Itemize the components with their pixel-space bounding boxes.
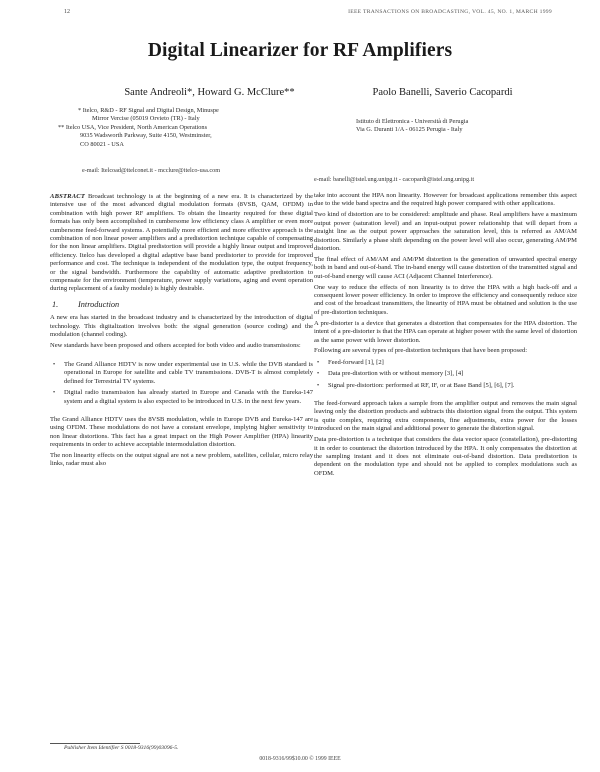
bullet-icon: • (317, 371, 320, 378)
authors-left: Sante Andreoli*, Howard G. McClure** (124, 87, 295, 98)
footnote: Publisher Item Identifier S 0018-9316(99)03096-5. (64, 745, 179, 751)
email-left: e-mail: Itelcoad@itelconet.it - mcclure@itelco-usa.com (82, 167, 221, 174)
predistortion-list (314, 359, 577, 390)
list-item (314, 382, 577, 390)
affiliation-line: ** Itelco USA, Vice President, North American Operations (58, 124, 208, 131)
left-column (50, 193, 313, 471)
bullet-icon: • (317, 382, 320, 389)
running-head: IEEE TRANSACTIONS ON BROADCASTING, VOL. 45, NO. 1, MARCH 1999 (348, 9, 552, 15)
list-item-text: Data pre-distortion with or without memory [3], [4] (328, 370, 464, 378)
bullet-icon: • (53, 390, 56, 397)
list-item-text: The Grand Alliance HDTV is now under experimental use in U.S. while the DVB standard is operational in Europe for satellite and cable TV transmissions. DVB-T is almost completely defined for Terrestrial TV systems. (64, 360, 313, 385)
paragraph: The final effect of AM/AM and AM/PM distortion is the generation of unwanted spectral energy both in band and out-of-band. The in-band energy will cause distortion of the transmitted signal and out-of-band energy will cause ACI (Adjacent Channel Interference). (314, 255, 577, 280)
paragraph: A new era has started in the broadcast industry and is characterized by the introduction of digital technology. This digitalization involves both: the signal generation (source coding) and the modulation (channel coding). (50, 314, 313, 339)
footnote-rule (50, 743, 140, 744)
bullet-icon: • (53, 361, 56, 368)
list-item (50, 361, 313, 386)
right-column (314, 192, 577, 481)
paragraph: New standards have been proposed and others accepted for both video and audio transmissions: (50, 342, 301, 349)
paragraph: Following are several types of pre-distortion techniques that have been proposed: (314, 347, 528, 355)
affiliation-line: Istituto di Elettronica - Università di Perugia (356, 118, 469, 125)
email-right: e-mail: banelli@istel.ung.unipg.it - cacopardi@istel.ung.unipg.it (314, 176, 475, 183)
page-number: 12 (64, 9, 70, 15)
paragraph: One way to reduce the effects of non linearity is to drive the HPA with a high back-off and a consequent lower power efficiency. In order to improve the efficiency and consequently reduce size and cost of the broadcast transmitters, the linearity of HPA must be obtained and solution is the use of pre-distortion techniques. (314, 283, 577, 316)
list-item-text: Feed-forward [1], [2] (328, 358, 384, 366)
paragraph: take into account the HPA non linearity. However for broadcast applications remember this aspect due to the wide band spectra and the required high power compared with other applications. (314, 192, 577, 208)
affiliation-line: CO 80021 - USA (80, 140, 124, 148)
section-heading (50, 301, 313, 309)
abstract (50, 193, 313, 294)
bullet-icon: • (317, 359, 320, 366)
paragraph: Two kind of distortion are to be considered: amplitude and phase. Real amplifiers have a maximum output power (saturation level) and an input-output power relationship that will depart from a straight line as the output power approaches the saturation level, this is referred as AM/AM distortion. Similarly a phase shift depending on the power level will also occur, generating AM/PM distortion. (314, 211, 577, 252)
affiliation-itelco-usa (58, 124, 308, 149)
affiliation-line: 9035 Wadsworth Parkway, Suite 4150, Westminster, (80, 132, 212, 140)
paragraph: The feed-forward approach takes a sample from the amplifier output and removes the main signal leaving only the distortion products and subtracts this distortion signal from the output. This system is quite complex, requiring extra components, fine adjustments, extra power for the losses introduced on the main signal and additional power to generate the distortion signal. (314, 400, 577, 433)
list-item (314, 370, 577, 378)
abstract-label: ABSTRACT (50, 193, 86, 200)
list-item (314, 359, 577, 367)
copyright-line: 0018-9316/99$10.00 © 1999 IEEE (259, 756, 341, 762)
paragraph: A pre-distorter is a device that generates a distortion that compensates for the HPA distortion. The intent of a pre-distorter is that the HPA can operate at higher power with the same level of distortion as the same power with lower distortion. (314, 319, 577, 344)
affiliation-line: Via G. Duranti 1/A - 06125 Perugia - Italy (356, 126, 463, 134)
list-item-text: Digital radio transmission has already started in Europe and Canada with the Eureka-147 system and a digital system is also expected to be introduced in U.S. in the next few years. (64, 389, 313, 405)
affiliation-itelco (78, 107, 318, 124)
paper-title: Digital Linearizer for RF Amplifiers (147, 40, 453, 61)
abstract-text: Broadcast technology is at the beginning of a new era. It is characterized by the intensive use of the most advanced digital modulation formats (8VSB, QAM, OFDM) in combination with high power RF amplifiers. To obtain the linearity required for these digital formats has only been accomplished in cumbersome low efficiency class A amplifier or even more cumbersome feed-forward systems. A potentially more efficient and more effective approach is the combination of non linear power amplifiers and a predistortion technique capable of compensating for the non linear amplifiers. Digital predistortion will provide a highly linear output and improved efficiency. Itelco has developed a digital adaptive base band predistorter to provide for improved performance and cost. The technique is independent of the modulation type, the output frequency, or the signal bandwidth. Furthermore the capability of automatic adaptive predistortion to compensate for the environment (temperature, power supply variations, aging and event operation during replacement of a faulty module) is highly desirable. (50, 193, 314, 293)
paragraph: The Grand Alliance HDTV uses the 8VSB modulation, while in Europe DVB and Eureka-147 are using OFDM. These modulations do not have a constant envelope, implying higher sensitivity to non linear distortions. This fact has a great impact on the High Power Amplifier (HPA) linearity requirements in order to achieve acceptable intermodulation distortion. (50, 415, 313, 449)
list-item (50, 389, 313, 406)
paragraph: The non linearity effects on the output signal are not a new problem, satellites, cellular, micro relay links, radar must also (50, 452, 313, 468)
paragraph: Data pre-distortion is a technique that considers the data vector space (constellation), pre-distorting it in order to counteract the distortion introduced by the HPA. It only compensates the distortion at the sampling instant and it does not eliminate out-of-band distortion. Data predistortion is dependent on the modulation type and should not be applied to complex modulations such as OFDM. (314, 436, 577, 477)
section-title: Introduction (78, 299, 120, 309)
affiliation-line: * Itelco, R&D - RF Signal and Digital Design, Minuspe (78, 107, 219, 114)
affiliation-line: Mirror Vercise (05019 Orvieto (TR) - Italy (92, 115, 200, 123)
standards-list (50, 361, 313, 406)
list-item-text: Signal pre-distortion: performed at RF, IF, or at Base Band [5], [6], [7]. (328, 381, 515, 389)
authors-right: Paolo Banelli, Saverio Cacopardi (372, 87, 513, 98)
section-number: 1. (52, 299, 59, 309)
affiliation-perugia (356, 118, 566, 135)
